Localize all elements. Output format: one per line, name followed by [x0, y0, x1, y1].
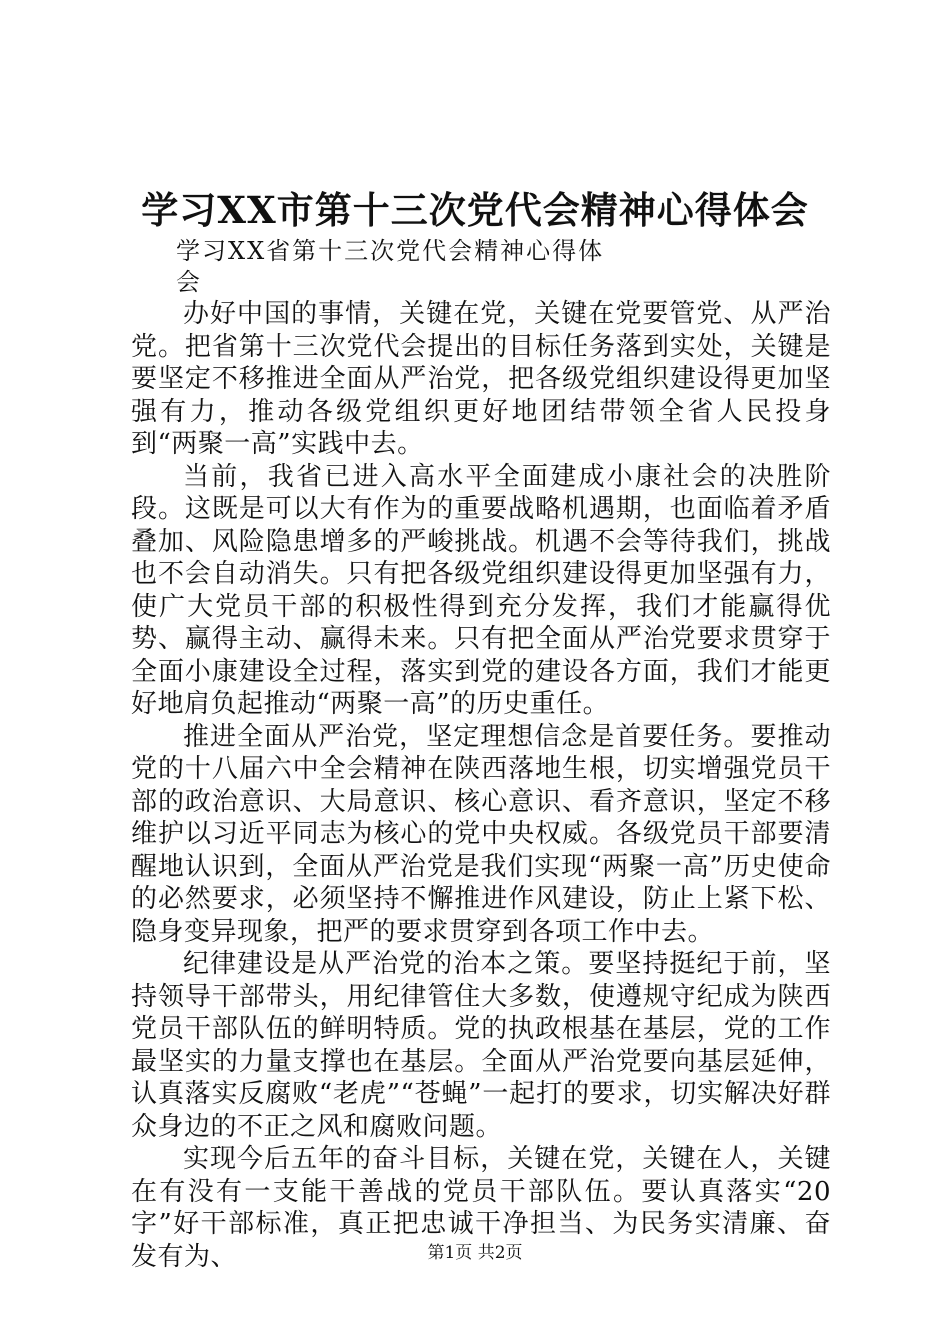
- paragraph-5: 实现今后五年的奋斗目标，关键在党，关键在人，关键在有没有一支能干善战的党员干部队伍。要认真落实“20字”好干部标准，真正把忠诚干净担当、为民务实清廉、奋发有为、: [131, 1144, 831, 1272]
- paragraph-2: 当前，我省已进入高水平全面建成小康社会的决胜阶段。这既是可以大有作为的重要战略机遇期，也面临着矛盾叠加、风险隐患增多的严峻挑战。机遇不会等待我们，挑战也不会自动消失。只有把各级党组织建设得更加坚强有力，使广大党员干部的积极性得到充分发挥，我们才能赢得优势、赢得主动、赢得未来。只有把全面从严治党要求贯穿于全面小康建设全过程，落实到党的建设各方面，我们才能更好地肩负起推动“两聚一高”的历史重任。: [131, 461, 831, 719]
- paragraph-4: 纪律建设是从严治党的治本之策。要坚持挺纪于前，坚持领导干部带头，用纪律管住大多数，使遵规守纪成为陕西党员干部队伍的鲜明特质。党的执政根基在基层，党的工作最坚实的力量支撑也在基层。全面从严治党要向基层延伸，认真落实反腐败“老虎”“苍蝇”一起打的要求，切实解决好群众身边的不正之风和腐败问题。: [131, 949, 831, 1142]
- document-body: [131, 298, 831, 1273]
- page-footer: 第1页 共2页: [427, 1243, 523, 1263]
- document-subtitle: 学习XX省第十三次党代会精神心得体会: [176, 237, 605, 296]
- paragraph-3: 推进全面从严治党，坚定理想信念是首要任务。要推动党的十八届六中全会精神在陕西落地生根，切实增强党员干部的政治意识、大局意识、核心意识、看齐意识，坚定不移维护以习近平同志为核心的党中央权威。各级党员干部要清醒地认识到，全面从严治党是我们实现“两聚一高”历史使命的必然要求，必须坚持不懈推进作风建设，防止上紧下松、隐身变异现象，把严的要求贯穿到各项工作中去。: [131, 721, 831, 947]
- paragraph-1: 办好中国的事情，关键在党，关键在党要管党、从严治党。把省第十三次党代会提出的目标任务落到实处，关键是要坚定不移推进全面从严治党，把各级党组织建设得更加坚强有力，推动各级党组织更好地团结带领全省人民投身到“两聚一高”实践中去。: [131, 299, 831, 459]
- document-title: 学习XX市第十三次党代会精神心得体会: [141, 188, 809, 232]
